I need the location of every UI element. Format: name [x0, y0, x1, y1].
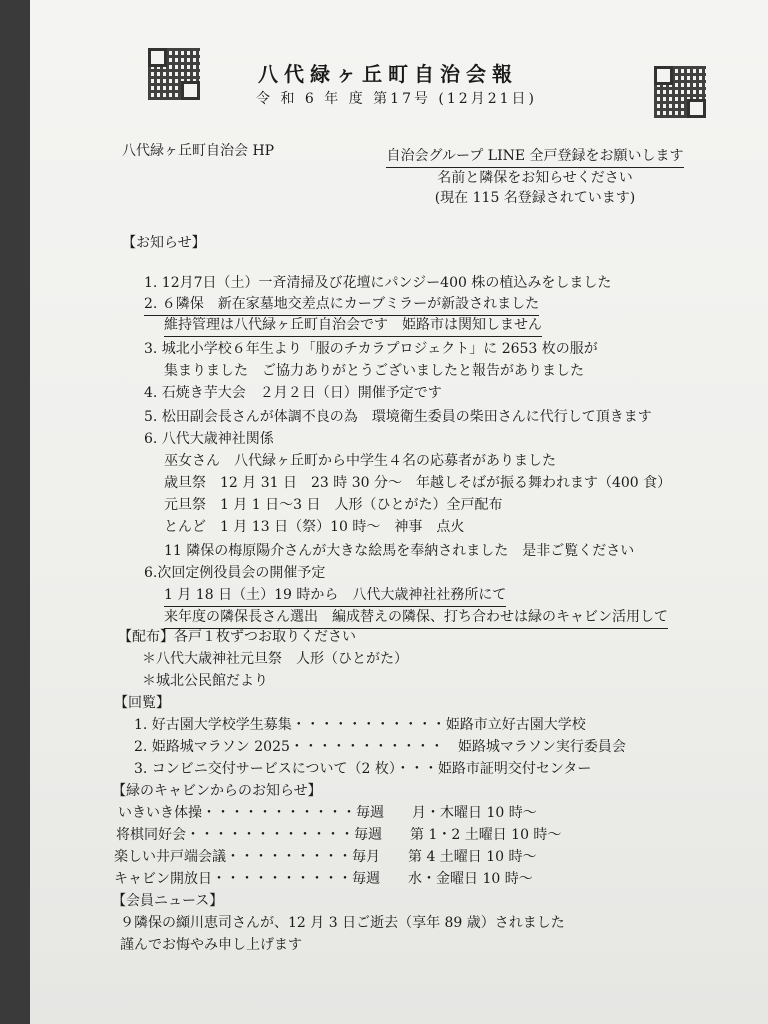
news-item: ９隣保の纐川恵司さんが、12 月 3 日ご逝去（享年 89 歳）されました: [120, 915, 565, 931]
hp-label: 八代緑ヶ丘町自治会 HP: [122, 143, 275, 159]
oshirase-item: 維持管理は八代緑ヶ丘町自治会です 姫路市は関知しません: [164, 314, 542, 337]
oshirase-item: 元旦祭 1 月 1 日〜3 日 人形（ひとがた）全戸配布: [164, 497, 503, 513]
kairan-heading: 【回覧】: [114, 695, 170, 711]
kairan-item: 3. コンビニ交付サービスについて（2 枚）・・・姫路市証明交付センター: [134, 761, 592, 777]
issue-info: 令 和 6 年 度 第17号 (12月21日): [256, 91, 537, 107]
oshirase-item: 6. 八代大歳神社関係: [144, 431, 274, 447]
qr-code-left: [148, 48, 200, 100]
oshirase-item: 1. 12月7日（土）一斉清掃及び花壇にパンジー400 株の植込みをしました: [144, 275, 612, 291]
line-notice-line3: (現在 115 名登録されています): [434, 190, 636, 206]
oshirase-heading: 【お知らせ】: [122, 235, 206, 251]
oshirase-item: 来年度の隣保長さん選出 編成替えの隣保、打ち合わせは緑のキャビン活用して: [164, 606, 668, 629]
oshirase-item: 巫女さん 八代緑ヶ丘町から中学生４名の応募者がありました: [164, 453, 556, 469]
haifu-item: ＊城北公民館だより: [142, 673, 268, 689]
haifu-heading: 【配布】各戸１枚ずつお取りください: [118, 629, 356, 645]
kairan-item: 1. 好古園大学校学生募集・・・・・・・・・・・姫路市立好古園大学校: [134, 717, 586, 733]
news-item: 謹んでお悔やみ申し上げます: [120, 937, 302, 953]
oshirase-item: 集まりました ご協力ありがとうございましたと報告がありました: [164, 363, 584, 379]
oshirase-item: 4. 石焼き芋大会 ２月２日（日）開催予定です: [144, 385, 442, 401]
newsletter-paper: [30, 0, 768, 1024]
line-notice-line2: 名前と隣保をお知らせください: [437, 170, 633, 186]
oshirase-item: 5. 松田副会長さんが体調不良の為 環境衛生委員の柴田さんに代行して頂きます: [144, 409, 652, 425]
kairan-item: 2. 姫路城マラソン 2025・・・・・・・・・・・ 姫路城マラソン実行委員会: [134, 739, 626, 755]
oshirase-item: 歳旦祭 12 月 31 日 23 時 30 分〜 年越しそばが振る舞われます（400 食）: [164, 475, 672, 491]
oshirase-item: とんど 1 月 13 日（祭）10 時〜 神事 点火: [164, 519, 465, 535]
oshirase-item: 2. ６隣保 新在家墓地交差点にカーブミラーが新設されました: [144, 293, 539, 316]
oshirase-item: 3. 城北小学校６年生より「服のチカラプロジェクト」に 2653 枚の服が: [144, 341, 598, 357]
oshirase-item: 1 月 18 日（土）19 時から 八代大歳神社社務所にて: [164, 584, 506, 607]
news-heading: 【会員ニュース】: [112, 893, 224, 909]
cabin-item: いきいき体操・・・・・・・・・・・毎週 月・木曜日 10 時〜: [118, 805, 537, 821]
line-registration-notice: [370, 146, 700, 208]
oshirase-item: 11 隣保の梅原陽介さんが大きな絵馬を奉納されました 是非ご覧ください: [164, 543, 635, 559]
cabin-item: 楽しい井戸端会議・・・・・・・・・毎月 第 4 土曜日 10 時〜: [114, 849, 537, 865]
cabin-item: キャビン開放日・・・・・・・・・・毎週 水・金曜日 10 時〜: [114, 871, 533, 887]
line-notice-line1: 自治会グループ LINE 全戸登録をお願いします: [386, 146, 683, 168]
haifu-item: ＊八代大歳神社元旦祭 人形（ひとがた）: [142, 651, 408, 667]
qr-code-right: [654, 66, 706, 118]
oshirase-item: 6.次回定例役員会の開催予定: [144, 565, 326, 581]
newsletter-title: 八代緑ヶ丘町自治会報: [258, 62, 518, 86]
cabin-heading: 【緑のキャビンからのお知らせ】: [112, 783, 322, 799]
cabin-item: 将棋同好会・・・・・・・・・・・・毎週 第 1・2 土曜日 10 時〜: [116, 827, 562, 843]
